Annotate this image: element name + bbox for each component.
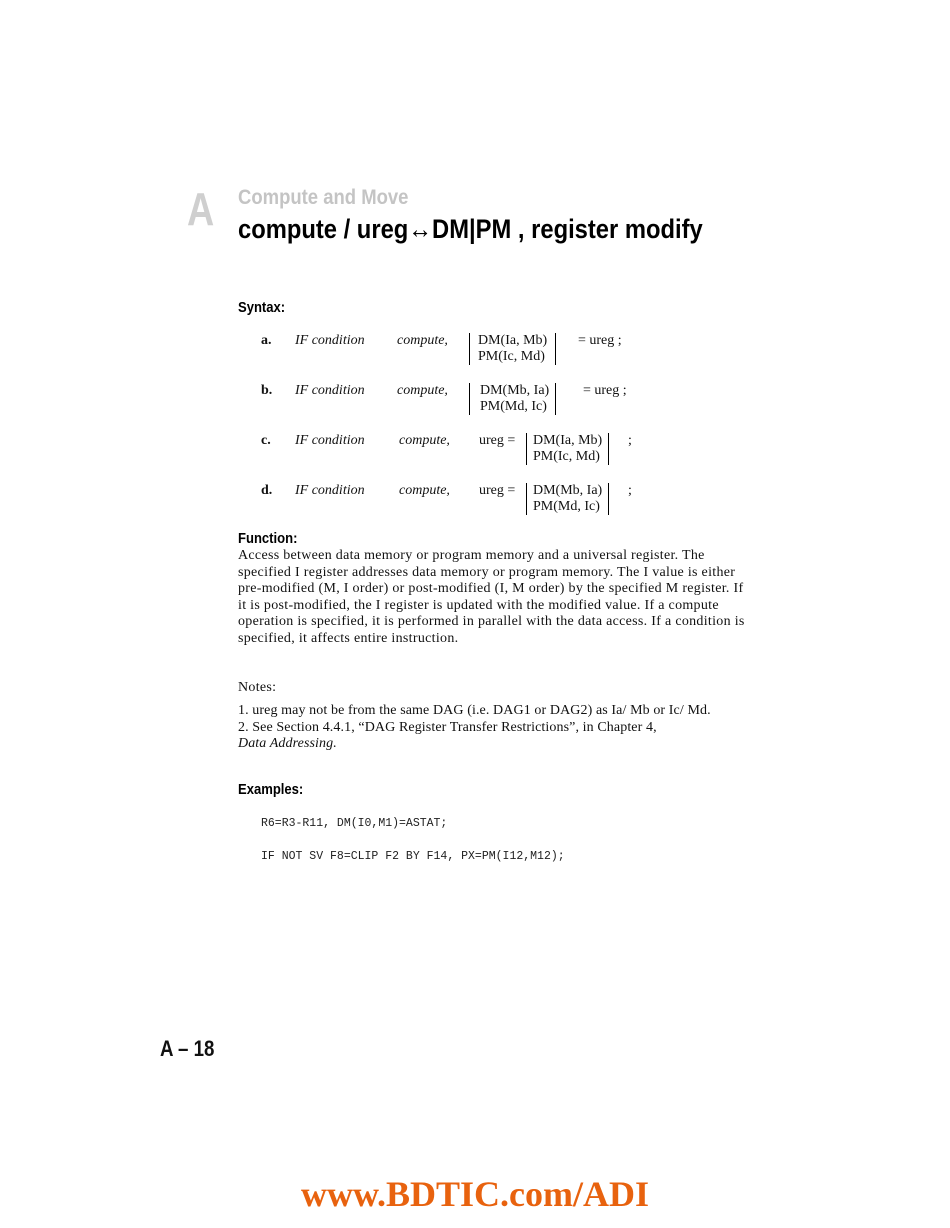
bracket-bottom: PM(Ic, Md) — [478, 349, 545, 364]
memory-bracket — [526, 483, 609, 515]
bracket-bottom: PM(Md, Ic) — [533, 499, 600, 514]
syntax-compute: compute, — [399, 433, 450, 448]
notes-heading: Notes: — [238, 680, 277, 695]
note-1: 1. ureg may not be from the same DAG (i.e. DAG1 or DAG2) as Ia/ Mb or Ic/ Md. — [238, 703, 711, 718]
syntax-tail: ; — [628, 433, 632, 448]
function-heading: Function: — [238, 531, 298, 547]
syntax-label: b. — [261, 383, 273, 398]
note-2-reference: Data Addressing. — [238, 736, 337, 751]
syntax-tail: = ureg ; — [578, 333, 622, 348]
memory-bracket — [526, 433, 609, 465]
syntax-tail: ; — [628, 483, 632, 498]
syntax-label: a. — [261, 333, 272, 348]
syntax-condition: IF condition — [295, 333, 365, 348]
note-2: 2. See Section 4.4.1, “DAG Register Transfer Restrictions”, in Chapter 4, — [238, 719, 657, 735]
footer-link[interactable]: www.BDTIC.com/ADI — [300, 1174, 649, 1214]
syntax-condition: IF condition — [295, 433, 365, 448]
examples-heading: Examples: — [238, 782, 304, 798]
example-line-2: IF NOT SV F8=CLIP F2 BY F14, PX=PM(I12,M12); — [261, 850, 565, 863]
syntax-heading: Syntax: — [238, 300, 286, 316]
memory-bracket — [469, 333, 556, 365]
bracket-bottom: PM(Md, Ic) — [480, 399, 547, 414]
chapter-letter: A — [187, 183, 215, 235]
syntax-tail: = ureg ; — [583, 383, 627, 398]
example-line-1: R6=R3-R11, DM(I0,M1)=ASTAT; — [261, 817, 448, 830]
syntax-ureg: ureg = — [479, 483, 516, 498]
syntax-compute: compute, — [397, 333, 448, 348]
function-text: Access between data memory or program memory and a universal register. The specified I register addresses data memory or program memory. The I value is either pre-modified (M, I order) or post-modified (I, M order) by the specified M register. If it is post-modified, the I register is updated with the modified value. If a compute operation is specified, it is performed in parallel with the data access. If a condition is specified, it affects entire instruction. — [238, 548, 745, 646]
syntax-ureg: ureg = — [479, 433, 516, 448]
syntax-label: d. — [261, 483, 273, 498]
bracket-top: DM(Ia, Mb) — [533, 433, 603, 448]
syntax-compute: compute, — [399, 483, 450, 498]
page-number: A – 18 — [160, 1036, 215, 1061]
bracket-top: DM(Ia, Mb) — [478, 333, 548, 348]
syntax-condition: IF condition — [295, 383, 365, 398]
bracket-top: DM(Mb, Ia) — [533, 483, 603, 498]
syntax-label: c. — [261, 433, 271, 448]
bracket-top: DM(Mb, Ia) — [480, 383, 550, 398]
page-title: compute / ureg↔DM|PM , register modify — [238, 214, 703, 244]
notes-list — [238, 703, 758, 753]
syntax-compute: compute, — [397, 383, 448, 398]
syntax-condition: IF condition — [295, 483, 365, 498]
bracket-bottom: PM(Ic, Md) — [533, 449, 600, 464]
memory-bracket — [469, 383, 556, 415]
section-name: Compute and Move — [238, 186, 409, 209]
